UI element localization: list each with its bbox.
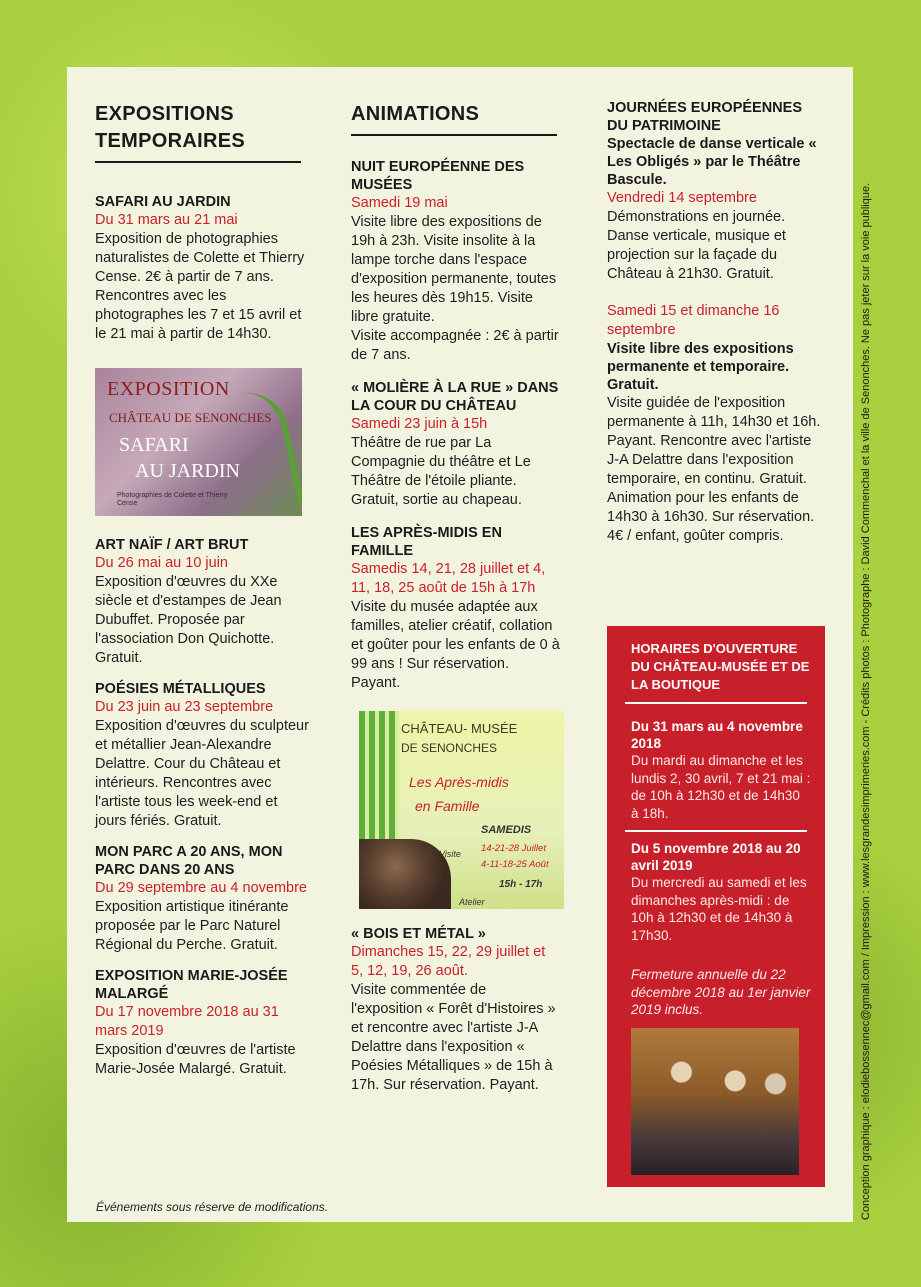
event-text: Visite guidée de l'exposition permanente à 11h, 14h30 et 16h. Payant. Rencontre avec l'artiste J-A Delattre dans l'exposition temporaire, en continu. Gratuit.: [607, 395, 821, 487]
event-malarge: [95, 967, 310, 1079]
event-text: Exposition de photographies naturalistes de Colette et Thierry Cense. 2€ à partir de 7 ans. Rencontres avec les photographes les 7 et 15 avril et le 21 mai à partir de 14h30.: [95, 231, 305, 342]
event-text-2: Visite accompagnée : 2€ à partir de 7 ans.: [351, 328, 559, 363]
poster-line: CHÂTEAU- MUSÉE: [401, 721, 518, 736]
poster-line: 4-11-18-25 Août: [481, 859, 549, 870]
column-animations: [351, 67, 561, 1095]
apres-midis-poster: [359, 711, 564, 909]
event-poesies: [95, 680, 310, 831]
event-heading: MON PARC A 20 ANS, MON PARC DANS 20 ANS: [95, 844, 283, 878]
event-date: Samedi 19 mai: [351, 195, 448, 211]
vertical-credits: Conception graphique : elodiebossennec@gmail.com / Impression : www.lesgrandesimprimeries.com - Crédits photos : Photographe : David Commenchal et la ville de Senonches. Ne pas jeter sur la voie publique.: [860, 182, 872, 1220]
column-patrimoine: [607, 67, 822, 546]
poster-line: DE SENONCHES: [401, 741, 498, 755]
event-text: Démonstrations en journée. Danse verticale, musique et projection sur la façade du Château à 21h30. Gratuit.: [607, 209, 786, 282]
event-text: Exposition artistique itinérante proposée par le Parc Naturel Régional du Perche. Gratuit.: [95, 899, 289, 953]
event-heading: « BOIS ET MÉTAL »: [351, 926, 486, 942]
kids-photo: [359, 839, 451, 909]
event-heading: ART NAÏF / ART BRUT: [95, 537, 249, 553]
event-date: Du 17 novembre 2018 au 31 mars 2019: [95, 1004, 279, 1039]
event-text: Exposition d'œuvres du XXe siècle et d'estampes de Jean Dubuffet. Proposée par l'association Don Quichotte. Gratuit.: [95, 574, 282, 666]
content-panel: [67, 67, 853, 1222]
event-text: Exposition d'œuvres de l'artiste Marie-Josée Malargé. Gratuit.: [95, 1042, 296, 1077]
event-moliere: [351, 379, 561, 510]
event-text-2: Animation pour les enfants de 14h30 à 16h30. Sur réservation. 4€ / enfant, goûter compris.: [607, 490, 815, 544]
closing-notice: Fermeture annuelle du 22 décembre 2018 au 1er janvier 2019 inclus.: [631, 967, 811, 1017]
event-heading: EXPOSITION MARIE-JOSÉE MALARGÉ: [95, 968, 288, 1002]
poster-title: EXPOSITION: [107, 378, 230, 400]
event-heading: JOURNÉES EUROPÉENNES DU PATRIMOINE: [607, 100, 802, 134]
event-apresmidis: [351, 524, 561, 693]
poster-line: Visite: [439, 849, 461, 859]
event-date: Du 26 mai au 10 juin: [95, 555, 228, 571]
section-title-expositions: EXPOSITIONS TEMPORAIRES: [95, 103, 245, 152]
event-heading: POÉSIES MÉTALLIQUES: [95, 681, 266, 697]
poster-line: 14-21-28 Juillet: [481, 843, 546, 854]
event-date: Samedis 14, 21, 28 juillet et 4, 11, 18, 25 août de 15h à 17h: [351, 561, 546, 596]
event-artnaif: [95, 536, 310, 668]
event-heading: Visite libre des expositions permanente et temporaire. Gratuit.: [607, 341, 794, 393]
poster-line: en Famille: [415, 798, 480, 814]
event-heading: NUIT EUROPÉENNE DES MUSÉES: [351, 159, 525, 193]
event-heading: « MOLIÈRE À LA RUE » DANS LA COUR DU CHÂTEAU: [351, 380, 559, 414]
event-date: Vendredi 14 septembre: [607, 190, 757, 206]
period1-text: Du mardi au dimanche et les lundis 2, 30 avril, 7 et 21 mai : de 10h à 12h30 et de 14h30 à 18h.: [631, 753, 811, 821]
poster-line: Les Après-midis: [409, 774, 509, 790]
poster-credit: Photographies de Colette et Thierry Cense: [117, 492, 228, 507]
event-subheading: Spectacle de danse verticale « Les Obligés » par le Théâtre Bascule.: [607, 136, 817, 188]
event-heading: SAFARI AU JARDIN: [95, 194, 231, 210]
title-rule: [95, 161, 301, 163]
event-text: Théâtre de rue par La Compagnie du théâtre et Le Théâtre de l'étoile pliante. Gratuit, sortie au chapeau.: [351, 435, 531, 508]
event-text: Visite libre des expositions de 19h à 23h. Visite insolite à la lampe torche dans l'espace d'exposition permanente, toutes les heures dès 19h15. Visite libre gratuite.: [351, 214, 557, 325]
period2-text: Du mercredi au samedi et les dimanches après-midi : de 10h à 12h30 et de 14h30 à 17h30.: [631, 875, 807, 943]
event-nuit: [351, 158, 561, 365]
event-safari: [95, 193, 310, 344]
event-heading: LES APRÈS-MIDIS EN FAMILLE: [351, 525, 502, 559]
event-parc: [95, 843, 310, 955]
poster-line1: SAFARI: [119, 434, 189, 456]
safari-poster: [95, 368, 302, 516]
period2-heading: Du 5 novembre 2018 au 20 avril 2019: [631, 841, 801, 873]
period1-heading: Du 31 mars au 4 novembre 2018: [631, 719, 803, 751]
poster-line: Atelier: [459, 897, 485, 907]
event-date: Du 23 juin au 23 septembre: [95, 699, 274, 715]
event-date: Dimanches 15, 22, 29 juillet et 5, 12, 19, 26 août.: [351, 944, 546, 979]
poster-line: 15h - 17h: [499, 879, 543, 890]
title-rule: [351, 134, 557, 136]
opening-hours-box: [607, 626, 825, 1187]
event-date: Samedi 23 juin à 15h: [351, 416, 488, 432]
event-journees: [607, 67, 822, 284]
event-date: Samedi 15 et dimanche 16 septembre: [607, 303, 780, 338]
footnote: Événements sous réserve de modifications.: [96, 1200, 329, 1214]
poster-subtitle: CHÂTEAU DE SENONCHES: [109, 410, 272, 425]
poster-line2: AU JARDIN: [135, 460, 240, 482]
event-date: Du 31 mars au 21 mai: [95, 212, 238, 228]
column-expositions: [95, 67, 310, 1079]
event-samedi: [607, 302, 822, 546]
leaf-graphic: [238, 385, 302, 511]
visitors-photo: [631, 1028, 799, 1175]
section-title-animations: ANIMATIONS: [351, 103, 480, 125]
event-date: Du 29 septembre au 4 novembre: [95, 880, 307, 896]
event-text: Visite commentée de l'exposition « Forêt d'Histoires » et rencontre avec l'artiste J-A Delattre dans l'exposition « Poésies Métalliques » de 15h à 17h. Sur réservation. Payant.: [351, 982, 556, 1093]
opening-hours-title: HORAIRES D'OUVERTURE DU CHÂTEAU-MUSÉE ET DE LA BOUTIQUE: [631, 641, 810, 692]
event-text: Visite du musée adaptée aux familles, atelier créatif, collation et goûter pour les enfants de 0 à 99 ans ! Sur réservation. Payant.: [351, 599, 560, 691]
event-bois: [351, 925, 561, 1095]
poster-line: SAMEDIS: [481, 824, 532, 836]
event-text: Exposition d'œuvres du sculpteur et métallier Jean-Alexandre Delattre. Cour du Château et intérieurs. Rencontres avec l'artiste tous les week-end et jours fériés. Gratuit.: [95, 718, 309, 829]
